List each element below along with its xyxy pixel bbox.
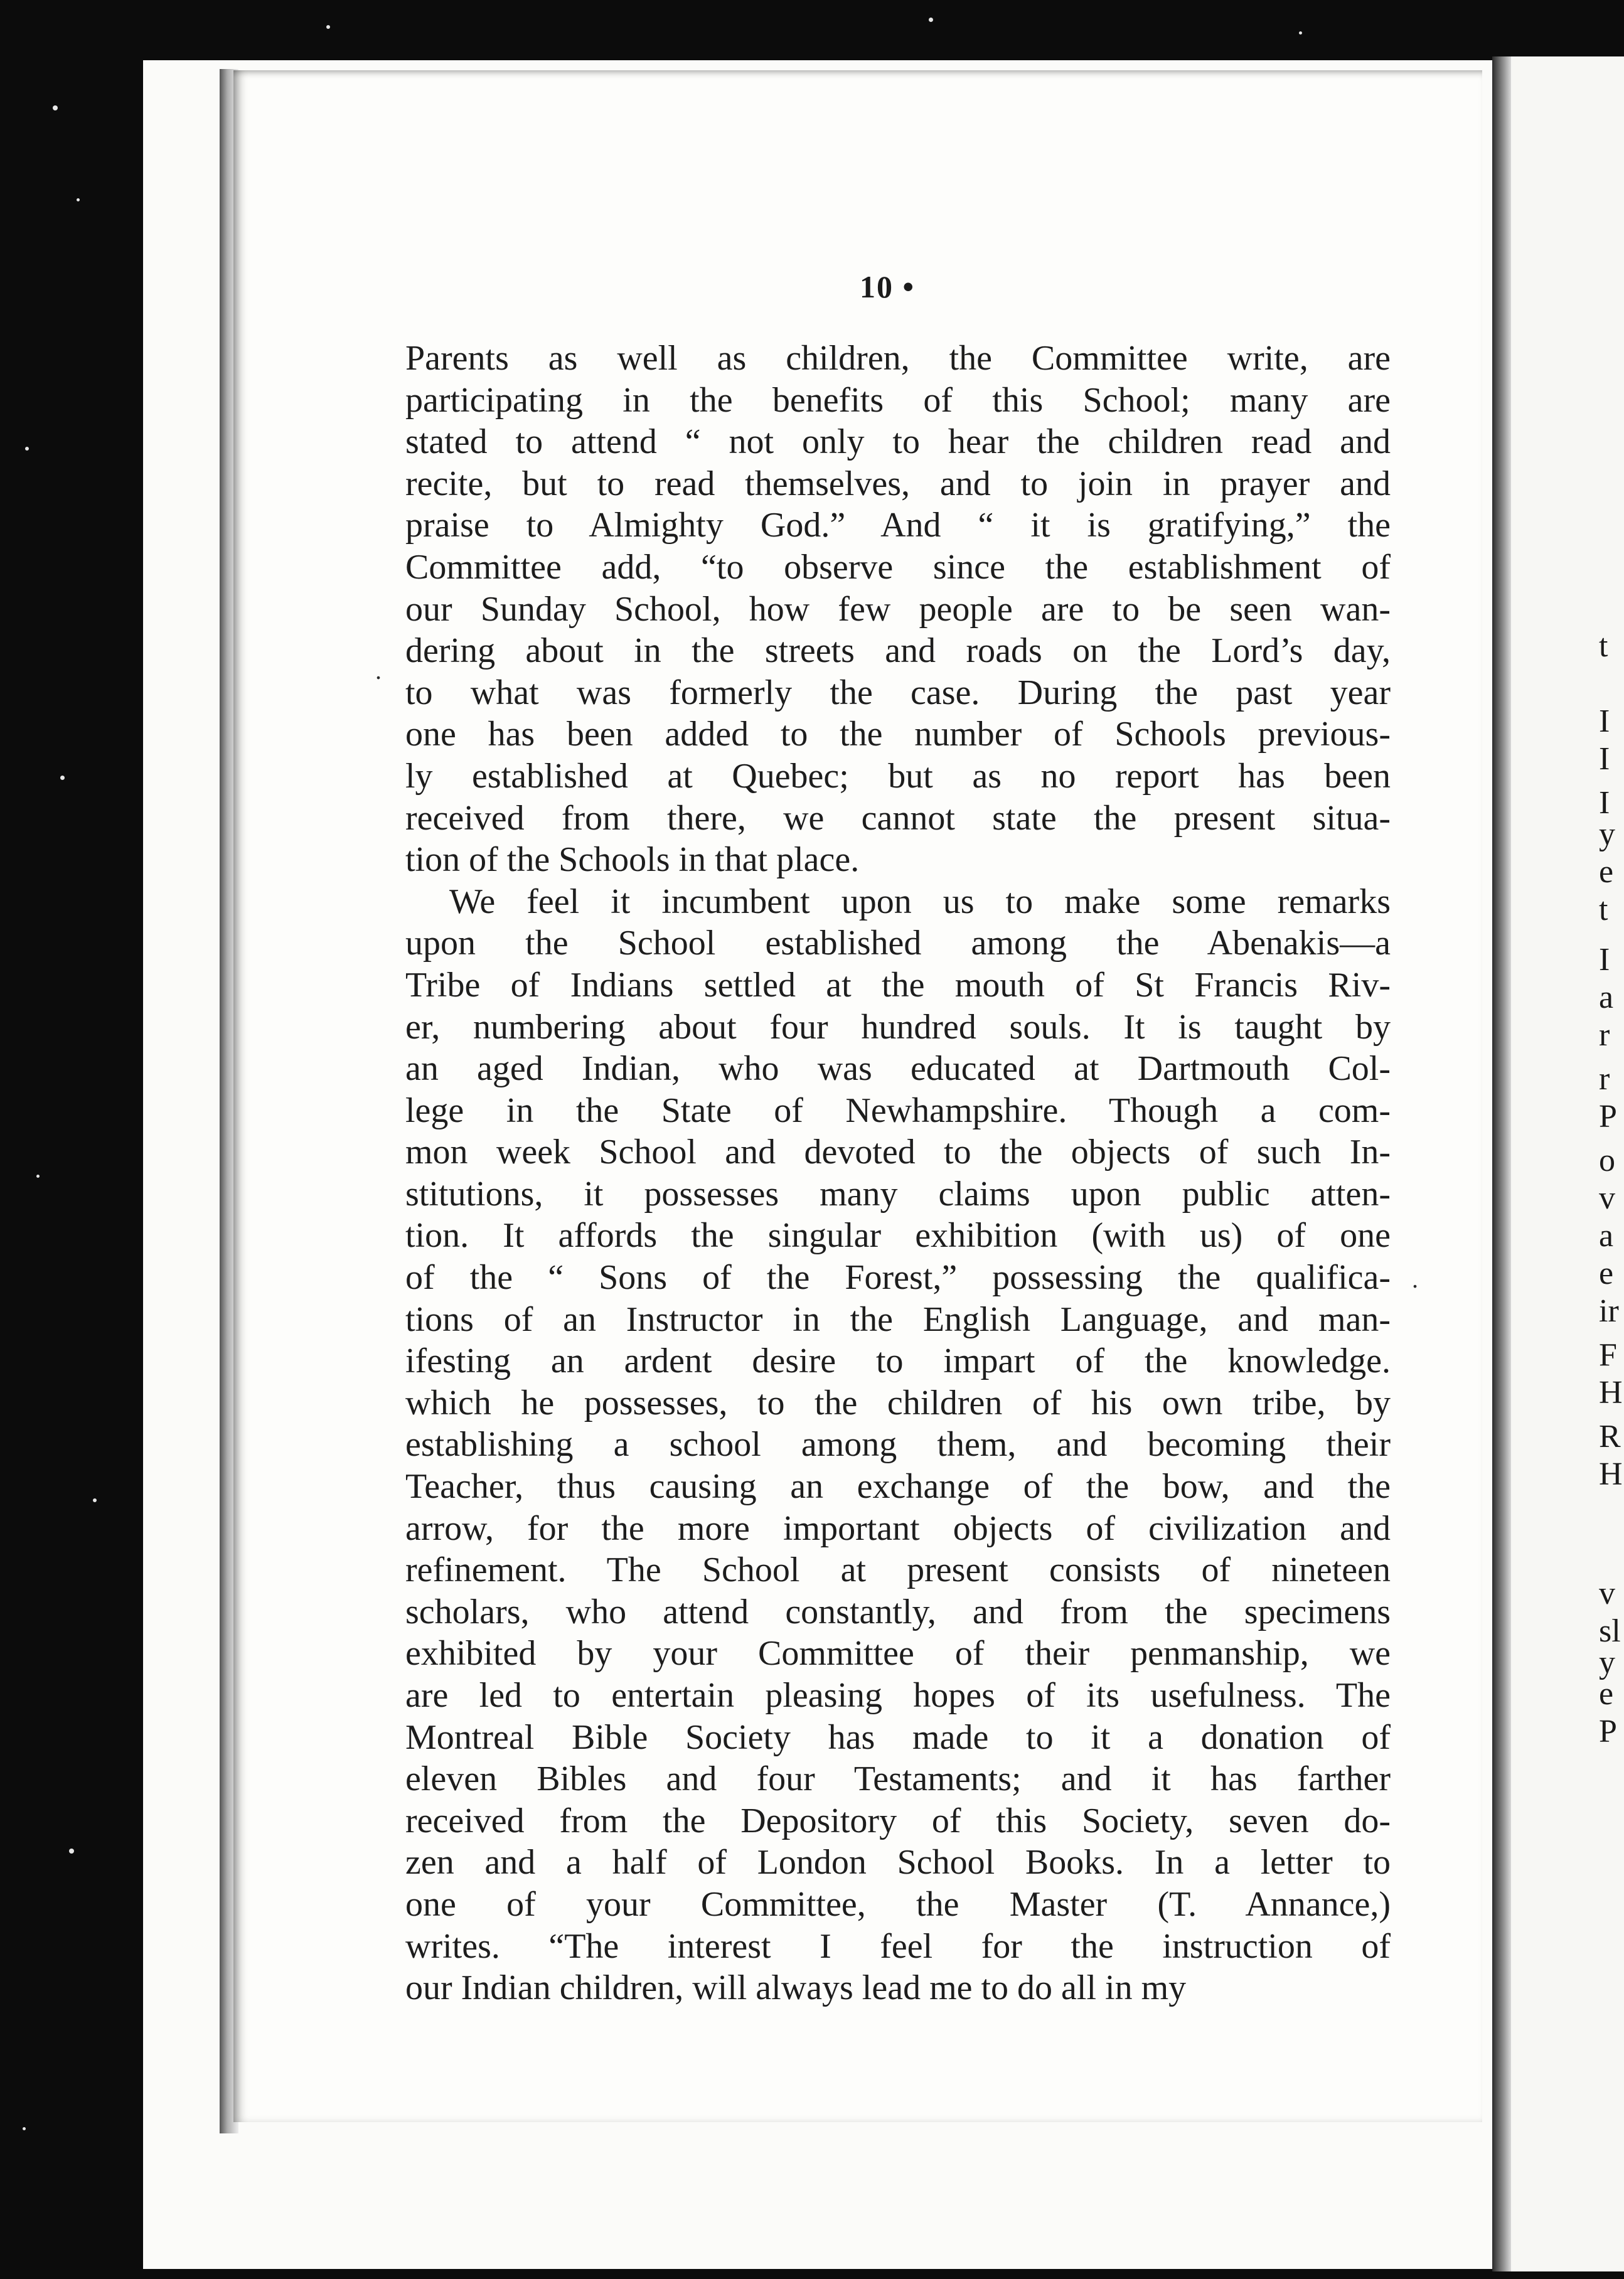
facing-page-fragment: I [1599,703,1610,739]
text-line: refinement. The School at present consists of nineteen [405,1550,1391,1590]
text-line: recite, but to read themselves, and to join in prayer and [405,464,1391,503]
text-line: Committee add, “to observe since the establishment of [405,547,1391,587]
text-line: scholars, who attend constantly, and from the specimens [405,1592,1391,1631]
text-line: our Sunday School, how few people are to be seen wan- [405,589,1391,629]
text-line: tions of an Instructor in the English Language, and man- [405,1300,1391,1339]
facing-page-fragment: P [1599,1714,1617,1749]
text-line: establishing a school among them, and becoming their [405,1425,1391,1465]
text-line: our Indian children, will always lead me to do all in my [405,1968,1187,2008]
facing-page-fragment: sl [1599,1613,1621,1649]
dust-speck [77,198,80,201]
text-line: zen and a half of London School Books. In a letter to [405,1843,1391,1882]
facing-page-fragment: o [1599,1143,1615,1178]
facing-page-fragment: P [1599,1099,1617,1134]
facing-page-fragment: I [1599,741,1610,777]
facing-page-fragment: F [1599,1337,1617,1373]
text-line: to what was formerly the case. During the past year [405,673,1391,712]
text-line: Parents as well as children, the Committee write, are [405,339,1391,378]
text-line: dering about in the streets and roads on the Lord’s day, [405,631,1391,671]
facing-page-fragment: e [1599,1676,1614,1712]
dust-speck [36,1175,40,1178]
body-text [405,338,1391,2009]
page-number: 10 • [860,269,916,304]
facing-page-fragment: y [1599,816,1615,852]
facing-page-fragment: r [1599,1017,1610,1053]
dust-speck [69,1849,74,1854]
facing-page-fragment: a [1599,1218,1614,1254]
text-line: stated to attend “ not only to hear the children read and [405,422,1391,462]
text-line: ifesting an ardent desire to impart of the knowledge. [405,1342,1391,1381]
text-line: praise to Almighty God.” And “ it is gratifying,” the [405,506,1391,545]
facing-page-fragment: e [1599,1256,1614,1291]
text-line: ly established at Quebec; but as no report has been [405,756,1391,796]
text-line: one of your Committee, the Master (T. Annance,) [405,1884,1391,1924]
facing-page-fragment: H [1599,1456,1623,1492]
book-gutter [1492,56,1511,2271]
text-line: We feel it incumbent upon us to make some remarks [449,882,1391,921]
facing-page-fragment: r [1599,1061,1610,1097]
text-line: stitutions, it possesses many claims upon public atten- [405,1174,1391,1214]
text-line: writes. “The interest I feel for the instruction of [405,1926,1391,1966]
dust-speck [1299,31,1302,35]
facing-page-fragment: H [1599,1375,1623,1411]
margin-dot: . [375,656,382,685]
text-line: mon week School and devoted to the objects of such In- [405,1133,1391,1172]
text-line: tion of the Schools in that place. [405,840,860,880]
facing-page-fragment: R [1599,1419,1621,1454]
dust-speck [25,447,29,451]
text-line: eleven Bibles and four Testaments; and it has farther [405,1759,1391,1799]
facing-page-fragment: y [1599,1645,1615,1680]
dust-speck [23,2127,26,2130]
text-line: which he possesses, to the children of his own tribe, by [405,1383,1391,1422]
text-line: Tribe of Indians settled at the mouth of St Francis Riv- [405,965,1391,1005]
facing-page-fragment: I [1599,785,1610,821]
margin-dot: . [1412,1265,1418,1293]
text-line: upon the School established among the Abenakis—a [405,924,1391,963]
text-line: are led to entertain pleasing hopes of its usefulness. The [405,1676,1391,1715]
dust-speck [93,1498,97,1502]
text-line: arrow, for the more important objects of civilization and [405,1508,1391,1548]
facing-page-fragment: v [1599,1576,1615,1611]
text-line: an aged Indian, who was educated at Dartmouth Col- [405,1049,1391,1089]
text-line: one has been added to the number of Schools previous- [405,715,1391,754]
text-line: tion. It affords the singular exhibition (with us) of one [405,1216,1391,1256]
facing-page-fragment: t [1599,892,1608,927]
text-line: Teacher, thus causing an exchange of the bow, and the [405,1467,1391,1507]
facing-page-fragment: ir [1599,1293,1619,1329]
dust-speck [53,105,58,110]
facing-page-fragment: I [1599,942,1610,978]
dust-speck [326,25,330,29]
facing-page-fragment: v [1599,1180,1615,1216]
text-line: received from the Depository of this Society, seven do- [405,1801,1391,1840]
text-line: of the “ Sons of the Forest,” possessing the qualifica- [405,1258,1391,1298]
text-line: lege in the State of Newhampshire. Though a com- [405,1091,1391,1130]
dust-speck [60,776,65,780]
text-line: participating in the benefits of this School; many are [405,380,1391,420]
text-line: Montreal Bible Society has made to it a donation of [405,1717,1391,1757]
dust-speck [929,18,933,22]
facing-page-fragment: e [1599,854,1614,890]
text-line: exhibited by your Committee of their penmanship, we [405,1634,1391,1673]
text-line: er, numbering about four hundred souls. It is taught by [405,1007,1391,1047]
text-line: received from there, we cannot state the present situa- [405,798,1391,838]
facing-page-fragment: t [1599,628,1608,664]
facing-page-fragment: a [1599,979,1614,1015]
